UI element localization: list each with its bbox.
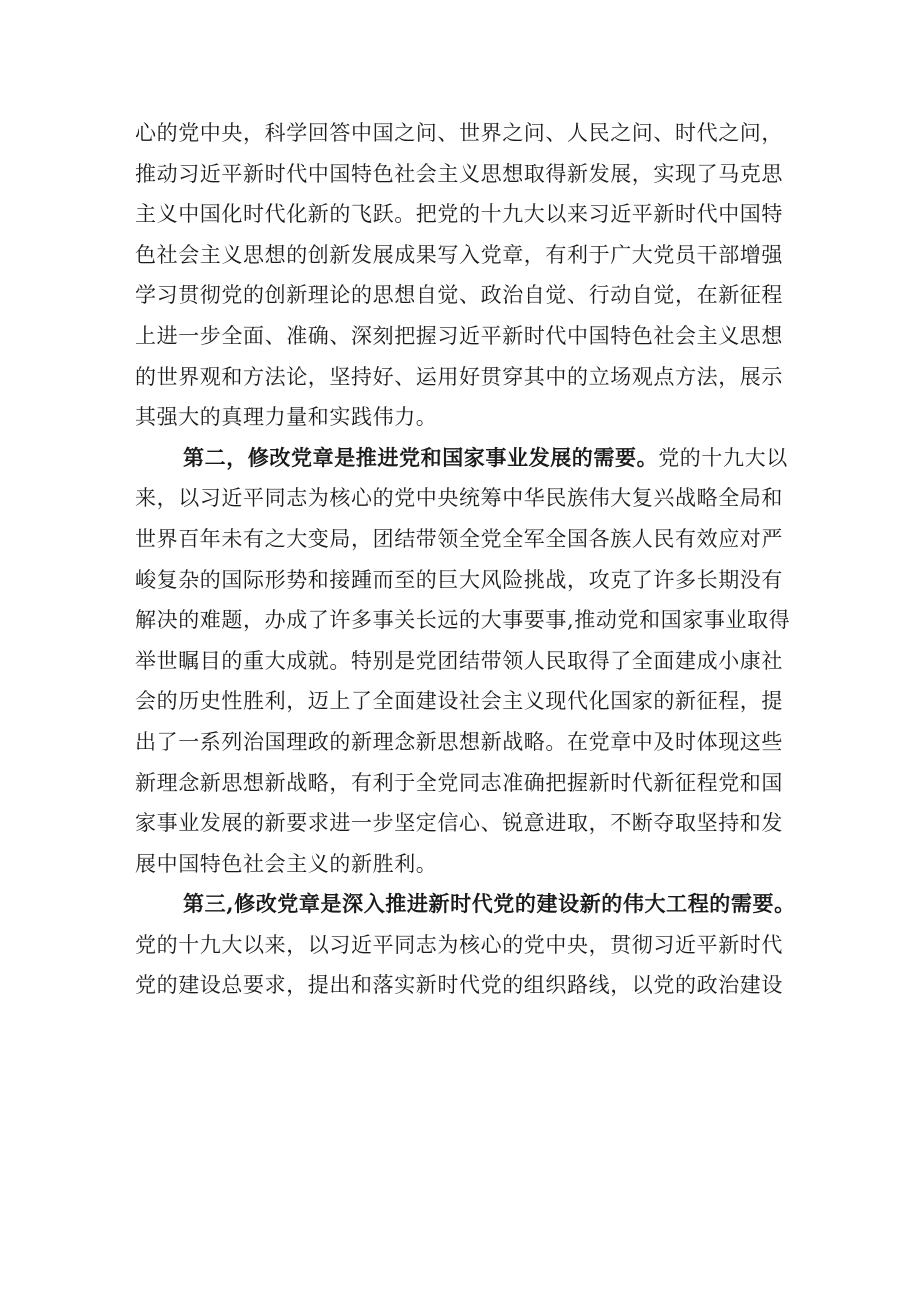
text-line: 会的历史性胜利，迈上了全面建设社会主义现代化国家的新征程，提 [135,689,783,714]
text-line: 新理念新思想新战略，有利于全党同志准确把握新时代新征程党和国 [135,770,783,795]
text-line: 家事业发展的新要求进一步坚定信心、锐意进取，不断夺取坚持和发 [135,811,783,836]
text-line: 举世瞩目的重大成就。特别是党团结带领人民取得了全面建成小康社 [135,648,783,673]
text-line: 解决的难题，办成了许多事关长远的大事要事,推动党和国家事业取得 [135,608,791,633]
paragraph-3-heading: 第三,修改党章是深入推进新时代党的建设新的伟大工程的需要。 [183,891,796,917]
text-line: 世界百年未有之大变局，团结带领全党全军全国各族人民有效应对严 [135,526,783,551]
text-line: 其强大的真理力量和实践伟力。 [135,405,438,430]
text-line: 上进一步全面、准确、深刻把握习近平新时代中国特色社会主义思想 [135,323,783,348]
text-line: 色社会主义思想的创新发展成果写入党章，有利于广大党员干部增强 [135,242,783,267]
text-line: 展中国特色社会主义的新胜利。 [135,851,438,876]
text-line: 的世界观和方法论，坚持好、运用好贯穿其中的立场观点方法，展示 [135,364,783,389]
text-line: 党的十九大以来，以习近平同志为核心的党中央，贯彻习近平新时代 [135,932,783,957]
paragraph-2 [135,438,795,885]
text-line: 心的党中央，科学回答中国之问、世界之问、人民之问、时代之问， [135,121,783,145]
document-body [135,113,795,1006]
paragraph-3 [135,884,795,1006]
paragraph-2-first-line-rest: 党的十九大以 [658,445,788,470]
text-line: 学习贯彻党的创新理论的思想自觉、政治自觉、行动自觉，在新征程 [135,283,783,308]
text-line: 推动习近平新时代中国特色社会主义思想取得新发展，实现了马克思 [135,161,783,186]
text-line: 峻复杂的国际形势和接踵而至的巨大风险挑战，攻克了许多长期没有 [135,567,783,592]
text-line: 出了一系列治国理政的新理念新思想新战略。在党章中及时体现这些 [135,729,783,754]
text-line: 来，以习近平同志为核心的党中央统筹中华民族伟大复兴战略全局和 [135,486,783,511]
paragraph-1 [135,113,795,438]
paragraph-2-heading: 第二，修改党章是推进党和国家事业发展的需要。 [183,444,659,470]
text-line: 党的建设总要求，提出和落实新时代党的组织路线，以党的政治建设 [135,973,783,998]
paragraph-2-first-line [135,438,795,479]
text-line: 主义中国化时代化新的飞跃。把党的十九大以来习近平新时代中国特 [135,202,783,227]
